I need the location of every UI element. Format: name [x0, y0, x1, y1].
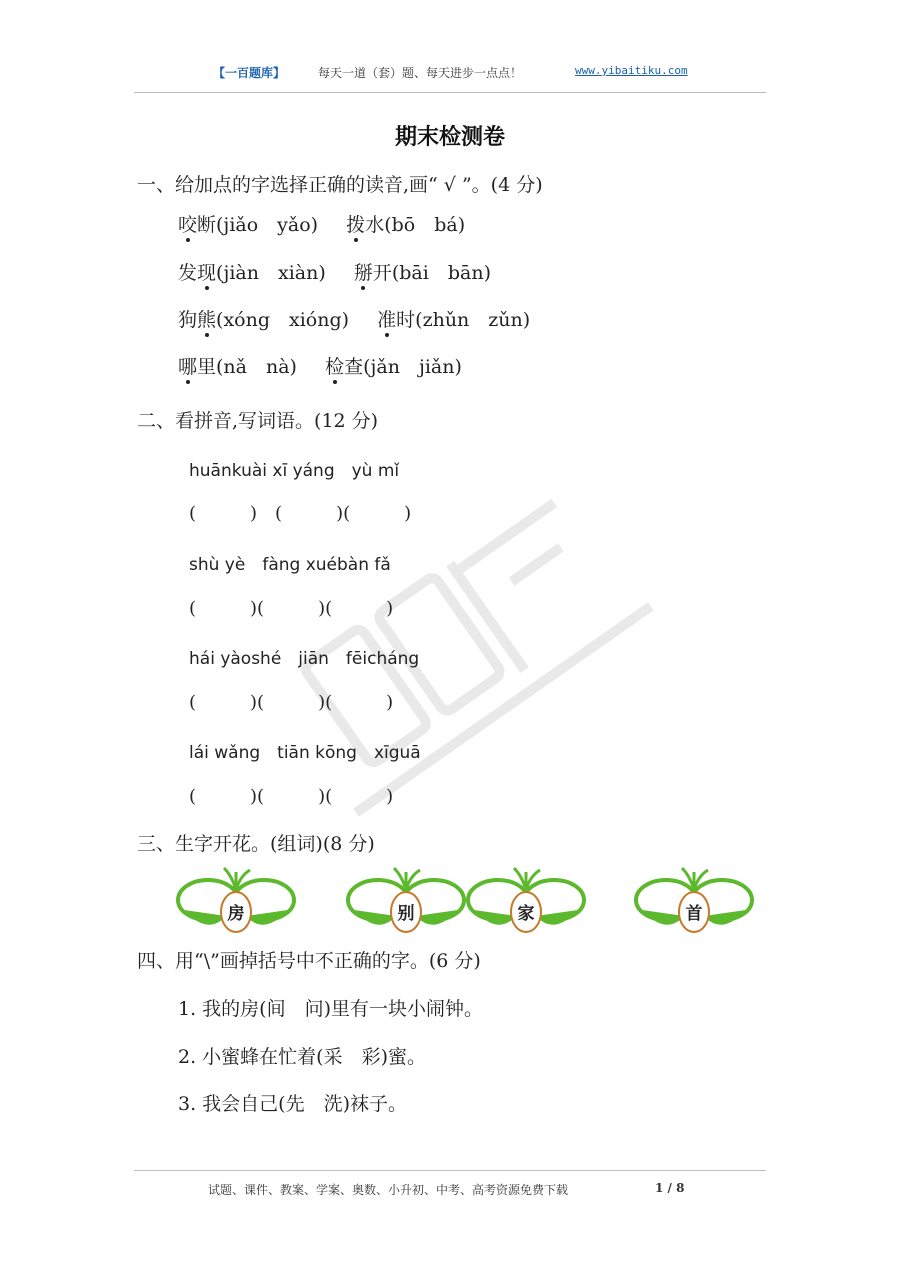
section1-heading: 一、给加点的字选择正确的读音,画“ √ ”。(4 分)	[137, 174, 543, 196]
reading-options: (xóng xióng)	[216, 309, 350, 331]
section1-row-2	[178, 258, 491, 285]
header-slogan: 每天一道（套）题、每天进步一点点！	[318, 66, 523, 80]
flower-3[interactable]	[464, 862, 588, 942]
correction-item-1: 1. 我的房(间 问)里有一块小闹钟。	[178, 998, 483, 1020]
reading-item	[178, 262, 326, 284]
dotted-char: 拨	[346, 210, 365, 237]
reading-item	[178, 356, 297, 378]
flower-char: 家	[517, 904, 535, 924]
reading-options: 里(nǎ nà)	[197, 356, 297, 378]
dotted-char: 哪	[178, 352, 197, 379]
reading-item	[354, 262, 491, 284]
flower-char: 别	[397, 904, 415, 924]
reading-options: 断(jiǎo yǎo)	[197, 214, 319, 236]
reading-options: (jiàn xiàn)	[216, 262, 326, 284]
reading-item	[178, 309, 349, 331]
dotted-char: 现	[197, 258, 216, 285]
footer-text: 试题、课件、教案、学案、奥数、小升初、中考、高考资源免费下载	[208, 1183, 569, 1197]
dotted-char: 检	[325, 352, 344, 379]
plain-char: 发	[178, 262, 198, 284]
reading-item	[325, 356, 462, 378]
section2-heading: 二、看拼音,写词语。(12 分)	[137, 410, 379, 432]
flower-char: 房	[227, 904, 245, 924]
footer-divider	[134, 1170, 766, 1171]
answer-blanks-row[interactable]: ( )( )( )	[189, 598, 394, 619]
reading-item	[377, 309, 530, 331]
section4-heading: 四、用“\”画掉括号中不正确的字。(6 分)	[137, 950, 481, 972]
answer-blanks-row[interactable]: ( )( )( )	[189, 692, 394, 713]
dotted-char: 熊	[197, 305, 216, 332]
pinyin-row: lái wǎng tiān kōng xīguā	[189, 743, 421, 763]
pinyin-row: shù yè fàng xuébàn fǎ	[189, 555, 391, 575]
section1-row-1	[178, 210, 465, 237]
pinyin-row: huānkuài xī yáng yù mǐ	[189, 461, 400, 481]
reading-item	[178, 214, 318, 236]
section3-heading: 三、生字开花。(组词)(8 分)	[137, 833, 375, 855]
header-url-link[interactable]: www.yibaitiku.com	[575, 64, 688, 77]
reading-options: 水(bō bá)	[365, 214, 466, 236]
correction-item-3: 3. 我会自己(先 洗)袜子。	[178, 1093, 407, 1115]
dotted-char: 掰	[354, 258, 373, 285]
reading-options: 查(jǎn jiǎn)	[344, 356, 462, 378]
pinyin-row: hái yàoshé jiān fēicháng	[189, 649, 420, 669]
reading-item	[346, 214, 465, 236]
section1-row-3	[178, 305, 530, 332]
flower-4[interactable]	[632, 862, 756, 942]
dotted-char: 咬	[178, 210, 197, 237]
correction-item-2: 2. 小蜜蜂在忙着(采 彩)蜜。	[178, 1046, 426, 1068]
flower-2[interactable]	[344, 862, 468, 942]
answer-blanks-row[interactable]: ( )( )( )	[189, 786, 394, 807]
dotted-char: 准	[377, 305, 396, 332]
watermark-logo	[250, 420, 670, 840]
section1-row-4	[178, 352, 462, 379]
flower-char: 首	[685, 904, 703, 924]
header-brand: 【一百题库】	[213, 66, 286, 80]
header-divider	[134, 92, 766, 93]
reading-options: 时(zhǔn zǔn)	[396, 309, 531, 331]
page-number: 1 / 8	[655, 1181, 685, 1195]
reading-options: 开(bāi bān)	[372, 262, 491, 284]
plain-char: 狗	[178, 309, 198, 331]
flower-1[interactable]	[174, 862, 298, 942]
answer-blanks-row[interactable]: ( ) ( )( )	[189, 503, 412, 524]
page-title: 期末检测卷	[394, 124, 505, 150]
